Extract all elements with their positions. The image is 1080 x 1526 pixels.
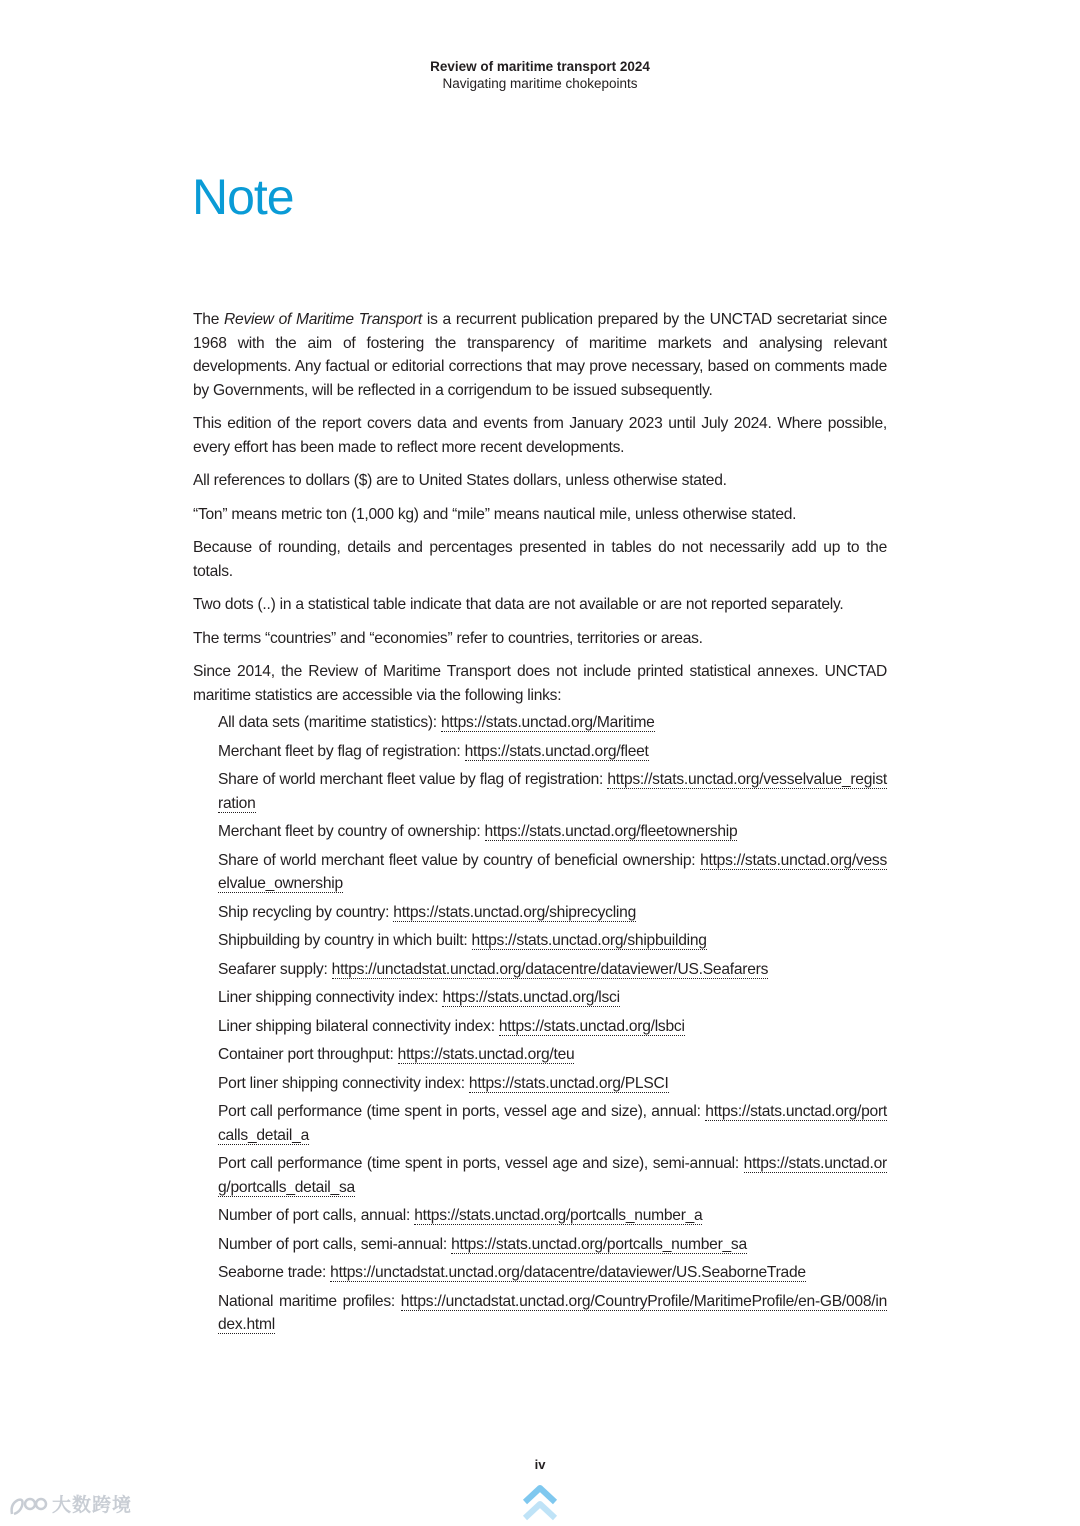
list-item bbox=[218, 1290, 887, 1337]
page-title: Note bbox=[192, 169, 294, 225]
link-label: Seaborne trade: bbox=[218, 1264, 331, 1281]
list-item bbox=[218, 1043, 887, 1067]
running-header bbox=[0, 58, 1080, 92]
list-item bbox=[218, 1233, 887, 1257]
list-item bbox=[218, 820, 887, 844]
link-label: National maritime profiles: bbox=[218, 1292, 401, 1310]
list-item bbox=[218, 740, 887, 764]
link-label: Shipbuilding by country in which built: bbox=[218, 932, 472, 949]
paragraph-annexes: Since 2014, the Review of Maritime Transport does not include printed statistical annexes. UNCTAD maritime statistics are accessible via the following links: bbox=[193, 663, 887, 704]
link-shipbuilding[interactable]: https://stats.unctad.org/shipbuilding bbox=[471, 932, 707, 949]
page-number: iv bbox=[534, 1457, 546, 1472]
link-fleetownership[interactable]: https://stats.unctad.org/fleetownership bbox=[484, 823, 738, 840]
link-shiprecycling[interactable]: https://stats.unctad.org/shiprecycling bbox=[393, 903, 636, 921]
watermark-text: 大数跨境 bbox=[52, 1495, 133, 1516]
link-seafarers[interactable]: https://unctadstat.unctad.org/datacentre/dataviewer/US.Seafarers bbox=[331, 960, 769, 978]
publication-title: Review of maritime transport 2024 bbox=[430, 59, 650, 74]
link-label: Port liner shipping connectivity index: bbox=[218, 1074, 469, 1092]
link-lsci[interactable]: https://stats.unctad.org/lsci bbox=[442, 989, 620, 1006]
link-label: Number of port calls, annual: bbox=[218, 1207, 415, 1224]
link-maritime[interactable]: https://stats.unctad.org/Maritime bbox=[440, 714, 655, 731]
publication-name: Review of Maritime Transport bbox=[224, 311, 422, 328]
link-label: Merchant fleet by country of ownership: bbox=[218, 823, 485, 840]
paragraph-rounding: Because of rounding, details and percentages presented in tables do not necessarily add up to the totals. bbox=[193, 539, 887, 580]
link-label: Seafarer supply: bbox=[218, 960, 332, 978]
link-vesselvalue-ownership[interactable]: https://stats.unctad.org/vesselvalue_ownership bbox=[218, 851, 887, 892]
list-item bbox=[218, 849, 887, 896]
link-plsci[interactable]: https://stats.unctad.org/PLSCI bbox=[468, 1074, 669, 1092]
watermark-logo bbox=[8, 1490, 132, 1520]
list-item bbox=[218, 901, 887, 925]
list-item bbox=[218, 958, 887, 982]
paragraph-terms: The terms “countries” and “economies” refer to countries, territories or areas. bbox=[193, 629, 703, 647]
list-item bbox=[218, 768, 887, 815]
intro-pre: The bbox=[193, 311, 225, 328]
paragraph-intro bbox=[193, 308, 887, 402]
note-body bbox=[193, 308, 887, 1342]
link-label: Number of port calls, semi-annual: bbox=[218, 1235, 452, 1253]
link-maritime-profiles[interactable]: https://unctadstat.unctad.org/CountryProfile/MaritimeProfile/en-GB/008/index.html bbox=[218, 1292, 887, 1333]
list-item bbox=[218, 1072, 887, 1096]
list-item bbox=[218, 711, 887, 735]
link-label: Port call performance (time spent in ports, vessel age and size), semi-annual: bbox=[218, 1155, 744, 1172]
watermark-glyph-icon bbox=[8, 1494, 48, 1520]
link-label: Merchant fleet by flag of registration: bbox=[218, 742, 465, 760]
link-lsbci[interactable]: https://stats.unctad.org/lsbci bbox=[498, 1017, 685, 1035]
link-fleet[interactable]: https://stats.unctad.org/fleet bbox=[464, 742, 649, 760]
paragraph-coverage: This edition of the report covers data and events from January 2023 until July 2024. Where possible, every effort has been made to reflect more recent developments. bbox=[193, 415, 887, 456]
link-label: Ship recycling by country: bbox=[218, 903, 394, 921]
list-item bbox=[218, 1015, 887, 1039]
link-label: Container port throughput: bbox=[218, 1046, 398, 1063]
list-item bbox=[218, 986, 887, 1010]
list-item bbox=[218, 929, 887, 953]
list-item bbox=[218, 1261, 887, 1285]
list-item bbox=[218, 1152, 887, 1199]
link-portcalls-detail-a[interactable]: https://stats.unctad.org/portcalls_detail_a bbox=[218, 1103, 887, 1144]
list-item bbox=[218, 1100, 887, 1147]
link-seaborne-trade[interactable]: https://unctadstat.unctad.org/datacentre/dataviewer/US.SeaborneTrade bbox=[330, 1264, 806, 1281]
link-portcalls-detail-sa[interactable]: https://stats.unctad.org/portcalls_detail_sa bbox=[218, 1155, 887, 1196]
intro-post: is a recurrent publication prepared by the UNCTAD secretariat since 1968 with the aim of fostering the transparency of maritime markets and analysing relevant developments. Any factual or editorial corrections that may prove necessary, based on comments made by Governments, will be reflected in a corrigendum to be issued subsequently. bbox=[193, 311, 888, 399]
paragraph-dollars: All references to dollars ($) are to United States dollars, unless otherwise stated. bbox=[193, 472, 727, 489]
statistics-links-list bbox=[218, 711, 887, 1337]
link-label: All data sets (maritime statistics): bbox=[218, 714, 441, 731]
publication-subtitle: Navigating maritime chokepoints bbox=[442, 76, 638, 91]
link-vesselvalue-registration[interactable]: https://stats.unctad.org/vesselvalue_registration bbox=[218, 771, 887, 812]
paragraph-two-dots: Two dots (..) in a statistical table indicate that data are not available or are not reported separately. bbox=[193, 596, 844, 613]
link-label: Liner shipping connectivity index: bbox=[218, 989, 443, 1006]
link-label: Share of world merchant fleet value by flag of registration: bbox=[218, 771, 608, 788]
link-label: Port call performance (time spent in ports, vessel age and size), annual: bbox=[218, 1103, 706, 1120]
link-portcalls-number-a[interactable]: https://stats.unctad.org/portcalls_number_a bbox=[414, 1207, 703, 1224]
scroll-up-chevron-icon[interactable] bbox=[522, 1485, 558, 1526]
link-teu[interactable]: https://stats.unctad.org/teu bbox=[397, 1046, 575, 1063]
link-label: Share of world merchant fleet value by country of beneficial ownership: bbox=[218, 851, 701, 869]
link-portcalls-number-sa[interactable]: https://stats.unctad.org/portcalls_number_sa bbox=[451, 1235, 747, 1253]
link-label: Liner shipping bilateral connectivity index: bbox=[218, 1017, 499, 1035]
list-item bbox=[218, 1204, 887, 1228]
paragraph-units: “Ton” means metric ton (1,000 kg) and “mile” means nautical mile, unless otherwise stated. bbox=[193, 505, 797, 523]
